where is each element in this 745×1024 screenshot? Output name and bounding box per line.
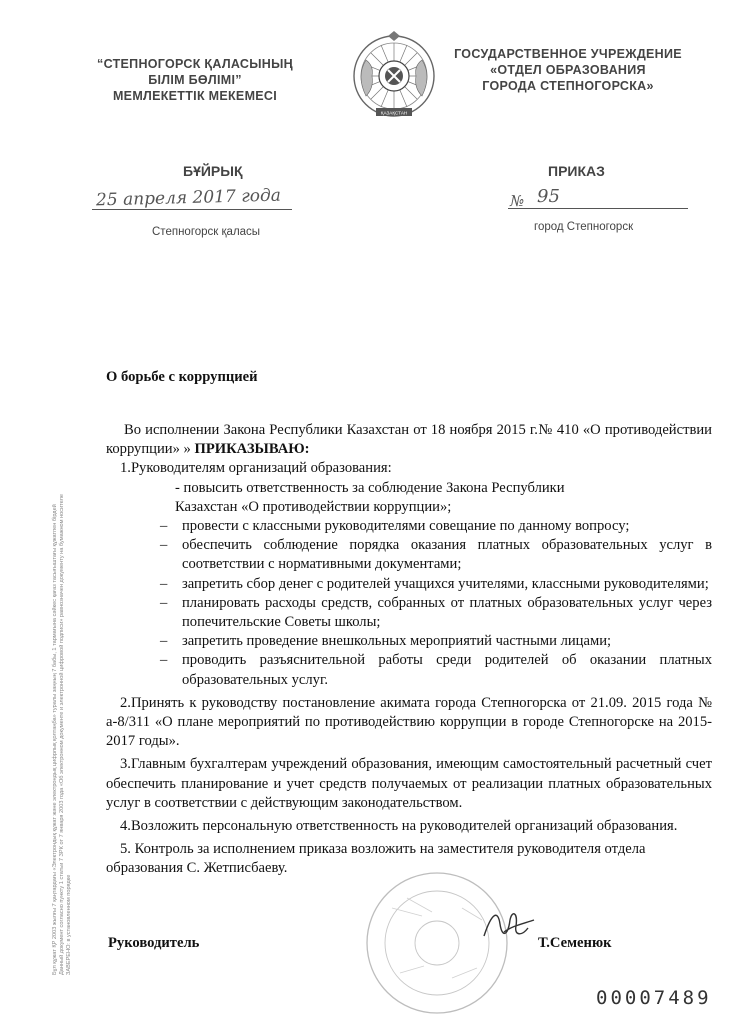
ru-org-line: ГОСУДАРСТВЕННОЕ УЧРЕЖДЕНИЕ bbox=[454, 47, 682, 61]
document-subject: О борьбе с коррупцией bbox=[106, 369, 258, 385]
point1-first-item bbox=[106, 479, 712, 517]
title-ru: ПРИКАЗ bbox=[548, 163, 605, 179]
side-note-line: Данный документ согласно пункту 1 статьи 7 ЗРК от 7 января 2003 года «Об электронном документе и электронной цифровой подписи» равнозначен документу на бумажном носителе bbox=[59, 494, 65, 975]
list-item: – проводить разъяснительной работы среди родителей об оказании платных образовательных услуг. bbox=[160, 652, 712, 688]
signature-scribble bbox=[478, 906, 538, 946]
city-ru: город Степногорск bbox=[534, 221, 634, 233]
point1-first-item-text: - повысить ответственность за соблюдение Закона Республики Казахстан «О противодействии коррупции»; bbox=[175, 479, 565, 515]
serial-number: 00007489 bbox=[596, 987, 712, 1009]
ru-org-line: «ОТДЕЛ ОБРАЗОВАНИЯ bbox=[490, 63, 646, 77]
list-item: – планировать расходы средств, собранных от платных образовательных услуг через попечительские Советы школы; bbox=[160, 594, 712, 631]
side-note-line: ЗАВЕРЕНО: в установленном порядке bbox=[66, 874, 72, 975]
list-item: – запретить проведение внешкольных мероприятий частными лицами; bbox=[160, 633, 612, 650]
ru-org-header bbox=[438, 46, 698, 94]
point1-title: 1.Руководителям организаций образования: bbox=[120, 460, 392, 477]
signature-role: Руководитель bbox=[108, 935, 200, 951]
number-line bbox=[508, 208, 688, 209]
intro-paragraph bbox=[106, 421, 712, 459]
state-emblem bbox=[352, 30, 436, 124]
document-body bbox=[106, 421, 712, 879]
list-item: – провести с классными руководителями совещание по данному вопросу; bbox=[160, 518, 630, 535]
ru-org-line: ГОРОДА СТЕПНОГОРСКА» bbox=[482, 79, 654, 93]
emblem-label: ҚАЗАҚСТАН bbox=[380, 110, 408, 116]
kz-org-header bbox=[70, 56, 320, 104]
side-note-line: Бұл құжат ҚР 2003 жылғы 7 қаңтардағы «Электрондық құжат және электрондық цифрлық қолтаңба» туралы заңның 7 бабы, 1 тармағына сәйкес қағаз тасығыштағы құжатпен бірдей bbox=[52, 504, 58, 975]
list-item: – обеспечить соблюдение порядка оказания платных образовательных услуг в соответствии с нормативными документами; bbox=[160, 537, 712, 573]
order-word: ПРИКАЗЫВАЮ: bbox=[194, 441, 310, 458]
kz-org-line: “СТЕПНОГОРСК ҚАЛАСЫНЫҢ bbox=[97, 57, 293, 71]
point4-paragraph: 4.Возложить персональную ответственность на руководителей организаций образования. bbox=[120, 818, 678, 835]
kz-org-line: БІЛІМ БӨЛІМІ” bbox=[148, 73, 242, 87]
side-note bbox=[52, 395, 73, 975]
city-kz: Степногорск қаласы bbox=[152, 226, 261, 238]
point1-list bbox=[106, 517, 712, 690]
date-handwritten: 25 апреля 2017 года bbox=[95, 185, 282, 211]
point3-paragraph: 3.Главным бухгалтерам учреждений образования, имеющим самостоятельный расчетный счет обеспечить планирование и учет средств получаемых от реализации платных образовательных услуг в соответствии с действующим законодательством. bbox=[106, 756, 712, 811]
intro-text: Во исполнении Закона Республики Казахстан от 18 ноября 2015 г.№ 410 «О противодействии коррупции» » bbox=[106, 422, 712, 458]
kz-org-line: МЕМЛЕКЕТТІК МЕКЕМЕСІ bbox=[112, 89, 278, 103]
point5-paragraph: 5. Контроль за исполнением приказа возложить на заместителя руководителя отдела образования С. Жетписбаеву. bbox=[106, 841, 646, 877]
number-prefix: № bbox=[510, 192, 525, 210]
number-handwritten: 95 bbox=[537, 186, 560, 207]
point2-paragraph: 2.Принять к руководству постановление акимата города Степногорска от 21.09. 2015 года № а-8/311 «О плане мероприятий по противодействию коррупции в городе Степногорске на 2015-2017 годы». bbox=[106, 694, 712, 750]
list-item: – запретить сбор денег с родителей учащихся учителями, классными руководителями; bbox=[160, 575, 709, 592]
signature-name: Т.Семенюк bbox=[538, 935, 612, 951]
title-kz: БҰЙРЫҚ bbox=[183, 163, 243, 179]
